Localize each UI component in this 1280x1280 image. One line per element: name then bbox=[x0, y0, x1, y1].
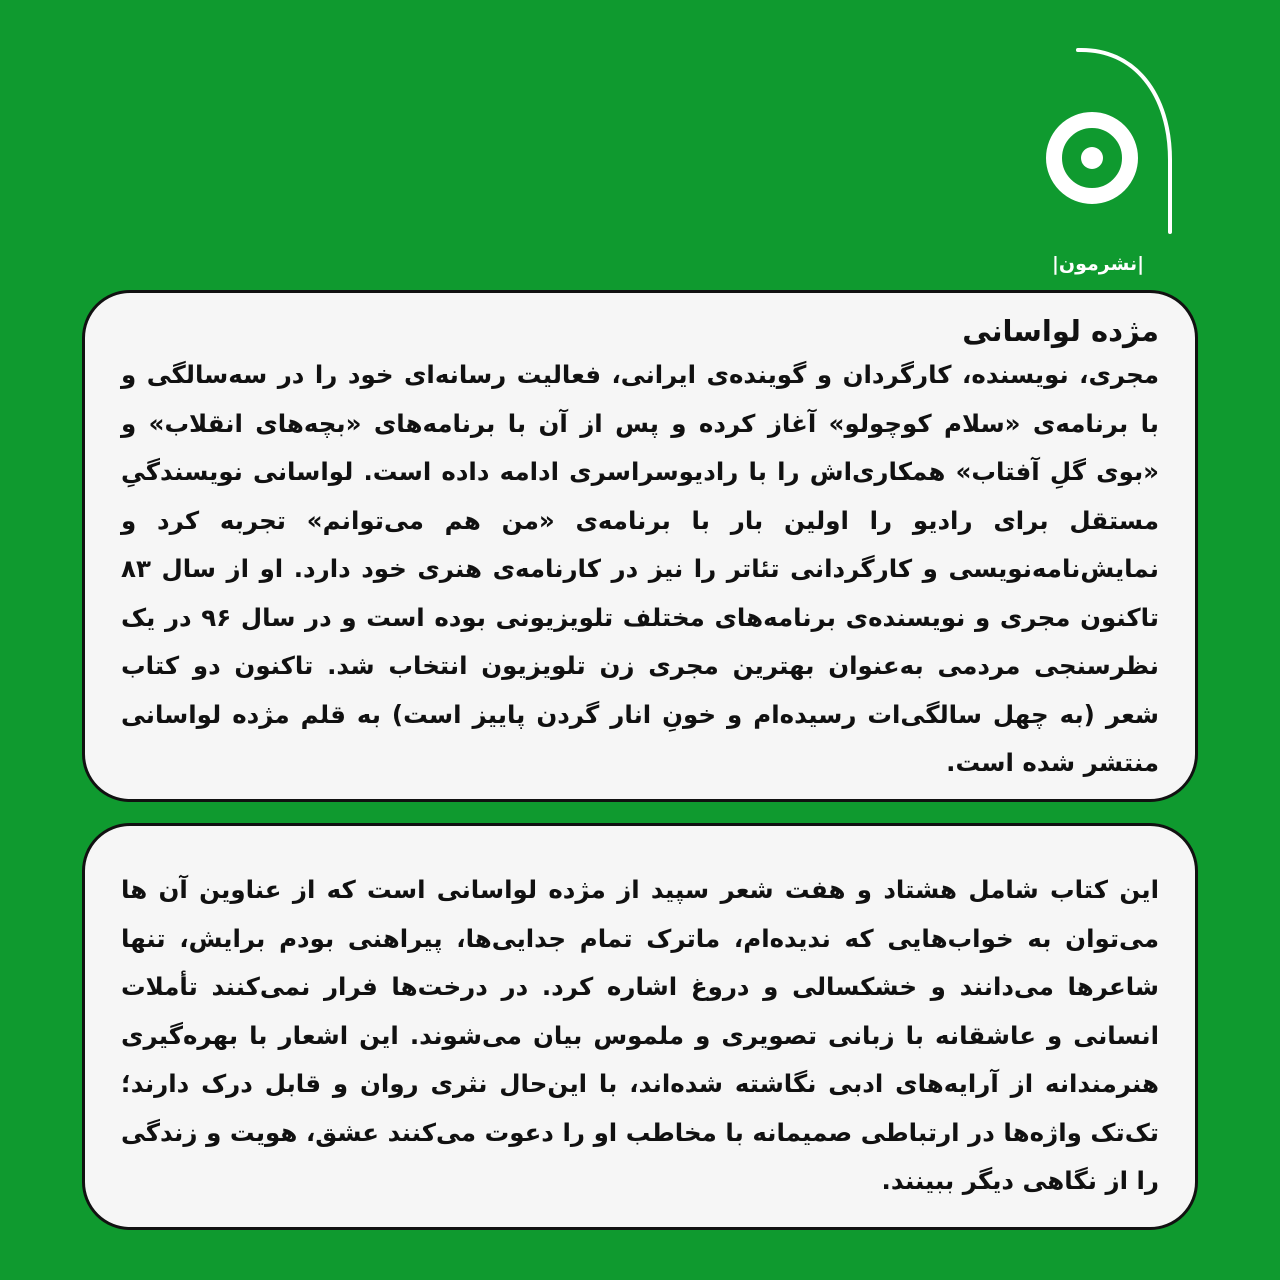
logo-mark-icon bbox=[1030, 40, 1180, 250]
bio-card bbox=[82, 290, 1198, 802]
book-card bbox=[82, 823, 1198, 1230]
book-text: این کتاب شامل هشتاد و هفت شعر سپید از مژده لواسانی است که از عناوین آن ها می‌توان به خواب‌هایی که ندیده‌ام، ماترک تمام جدایی‌ها، پیراهنی بودم برایش، تنها شاعرها می‌دانند و خشکسالی و دروغ اشاره کرد. در درخت‌ها فرار نمی‌کنند تأملات انسانی و عاشقانه با زبانی تصویری و ملموس بیان می‌شوند. این اشعار با بهره‌گیری هنرمندانه از آرایه‌های ادبی نگاشته شده‌اند، با این‌حال نثری روان و قابل درک دارند؛ تک‌تک واژه‌ها در ارتباطی صمیمانه با مخاطب او را دعوت می‌کنند عشق، هویت و زندگی را از نگاهی دیگر ببینند. bbox=[121, 875, 1159, 1195]
bio-text: مجری، نویسنده، کارگردان و گوینده‌ی ایرانی، فعالیت رسانه‌ای خود را در سه‌سالگی و با برنامه‌ی «سلام کوچولو» آغاز کرده و پس از آن با برنامه‌های «بچه‌های انقلاب» و «بوی گلِ آفتاب» همکاری‌اش را با رادیوسراسری ادامه داده است. لواسانی نویسندگیِ مستقل برای رادیو را اولین بار با برنامه‌ی «من هم می‌توانم» تجربه کرد و نمایش‌نامه‌نویسی و کارگردانی تئاتر را نیز در کارنامه‌ی هنری خود دارد. او از سال ۸۳ تاکنون مجری و نویسنده‌ی برنامه‌های مختلف تلویزیونی بوده است و در سال ۹۶ در یک نظرسنجی مردمی به‌عنوان بهترین مجری زن تلویزیون انتخاب شد. تاکنون دو کتاب شعر (به چهل سالگی‌ات رسیده‌ام و خونِ انار گردن پاییز است) به قلم مژده لواسانی منتشر شده است. bbox=[121, 360, 1159, 777]
brand-logo bbox=[1030, 40, 1180, 275]
brand-name: |نشرمون| bbox=[1051, 253, 1145, 275]
bio-title: مژده لواسانی bbox=[962, 314, 1159, 348]
